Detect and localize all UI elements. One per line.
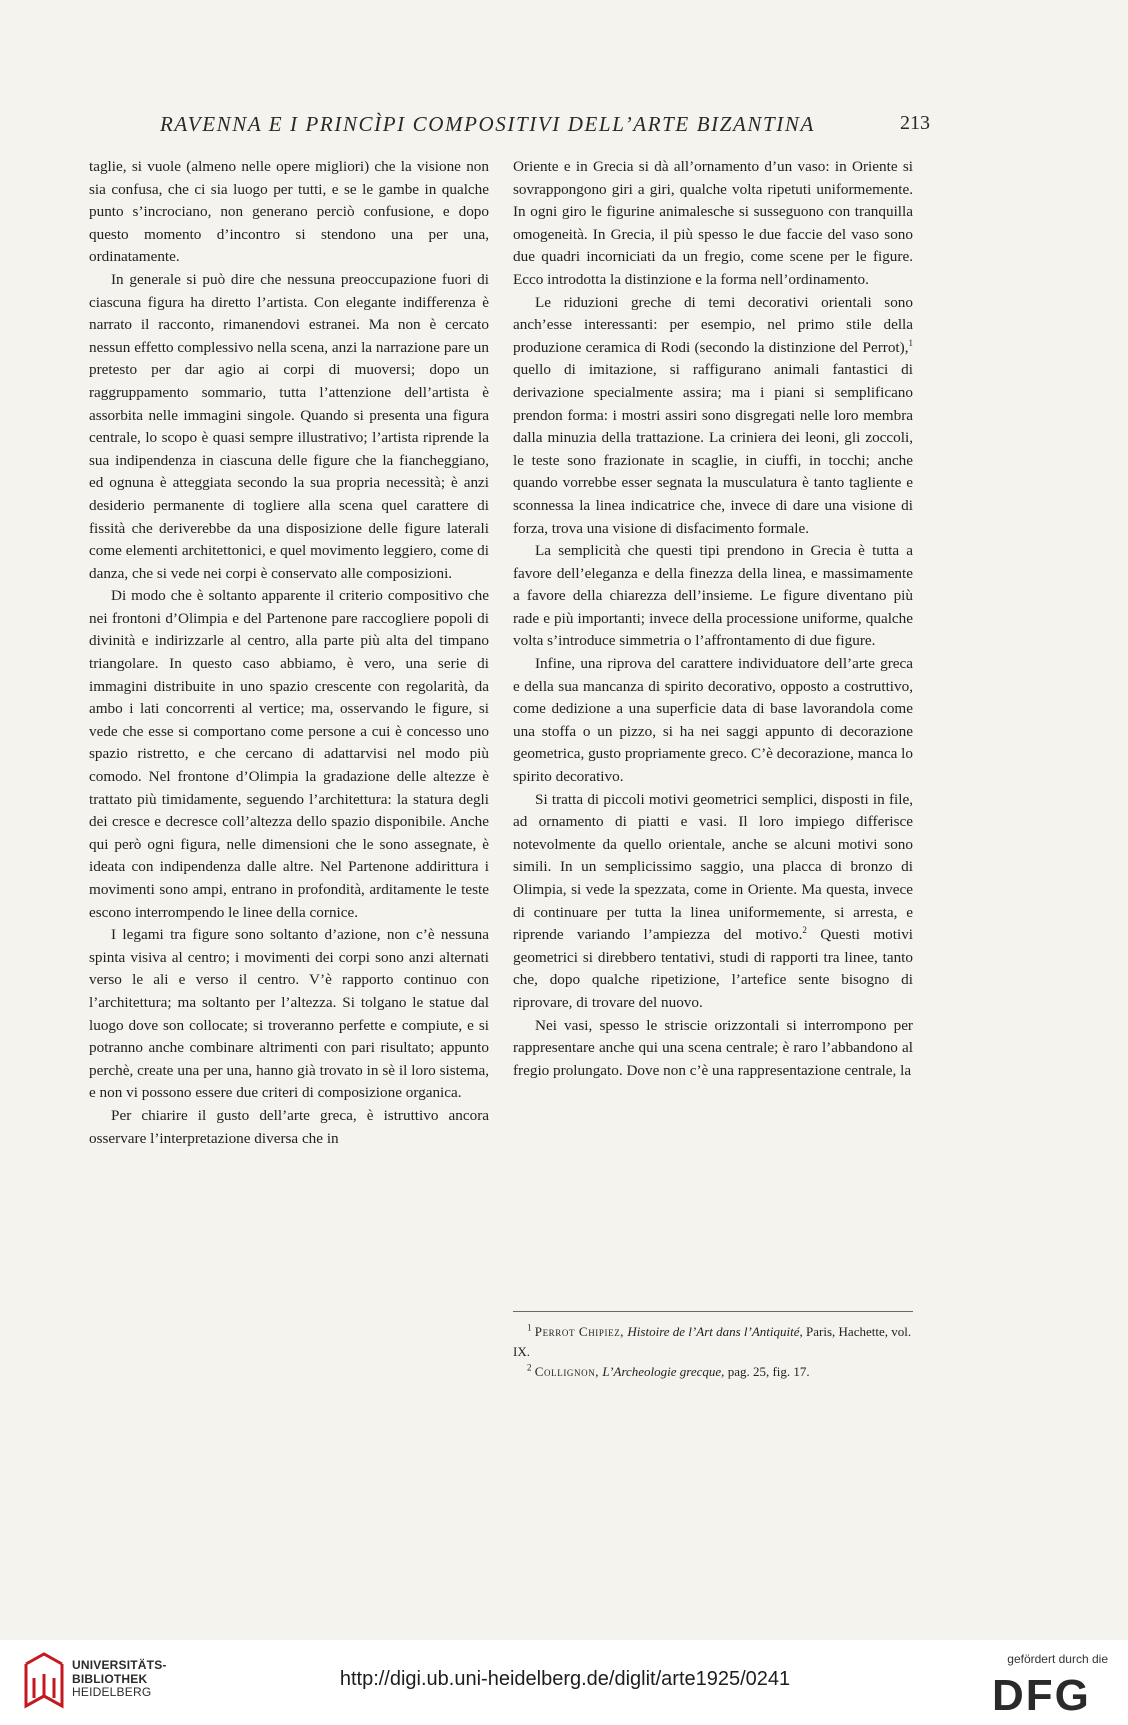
ub-heidelberg-logo-icon[interactable] <box>22 1652 66 1710</box>
footnote-number: 2 <box>527 1362 532 1373</box>
left-text-column <box>89 156 489 1150</box>
paragraph: In generale si può dire che nessuna preoccupazione fuori di ciascuna figura ha diretto l’artista. Con elegante indifferenza è narrato il racconto, rimanendovi estranei. Ma non è cercato nessun effetto complessivo nella scena, anzi la narrazione pare un pretesto per dar agio ai corpi di muoversi; dopo un raggruppamento sommario, tutta l’attenzione dell’artista è assorbita nelle immagini singole. Quando si presenta una figura centrale, lo scopo è quasi sempre illustrativo; l’artista riprende la sua indipendenza in ciascuna delle figure che la fiancheggiano, ed ognuna è atteggiata secondo la sua propria necessità; è anzi desiderio permanente di togliere alla scena quel carattere di fissità che deriverebbe da una disposizione delle figure laterali come elementi architettonici, e quel movimento leggiero, come di danza, che si vede nei corpi è conservato alle composizioni. <box>89 270 489 582</box>
footnote-divider <box>513 1311 913 1312</box>
paragraph: taglie, si vuole (almeno nelle opere migliori) che la visione non sia confusa, che ci sia luogo per tutti, e se le gambe in qualche punto s’incrociano, non generano perciò confusione, e dopo questo momento d’incontro si stendono una per una, ordinatamente. <box>89 158 489 266</box>
paragraph: Per chiarire il gusto dell’arte greca, è istruttivo ancora osservare l’interpretazione diversa che in <box>89 1106 489 1147</box>
dfg-logo-text: DFG <box>992 1674 1091 1714</box>
footnote-details: Paris, Hachette, vol. IX. <box>513 1324 912 1359</box>
footnote-2 <box>513 1362 913 1382</box>
paragraph: Infine, una riprova del carattere individuatore dell’arte greca e della sua mancanza di spirito decorativo, opposto a costruttivo, come dedizione a una superficie data di base lavorandola come una stoffa o un pizzo, si ha nei saggi appunto di decorazione geometrica, gusto propriamente greco. C’è decorazione, manca lo spirito decorativo. <box>513 655 913 786</box>
page-number: 213 <box>900 112 930 134</box>
paragraph-part: Le riduzioni greche di temi decorativi orientali sono anch’esse interessanti: per esempio, nel primo stile della produzione ceramica di Rodi (secondo la distinzione del Perrot), <box>513 293 913 356</box>
footnote-number: 1 <box>527 1322 532 1333</box>
footnote-title: L’Archeologie grecque, <box>602 1364 725 1379</box>
paragraph <box>513 789 913 1015</box>
footnote-author: Perrot Chipiez, <box>534 1324 625 1339</box>
footnote-author: Collignon, <box>534 1364 600 1379</box>
permalink-url[interactable]: http://digi.ub.uni-heidelberg.de/diglit/arte1925/0241 <box>339 1668 791 1690</box>
paragraph: I legami tra figure sono soltanto d’azione, non c’è nessuna spinta visiva al centro; i movimenti dei corpi sono anzi alternati verso le ali e verso il centro. V’è rapporto continuo con l’architettura; ma soltanto per l’altezza. Si tolgano le statue dal luogo dove son collocate; si troveranno perfette e compiute, e si potranno anche combinare altrimenti con pari risultato; appunto perchè, create una per una, hanno già trovato in sè il loro sistema, e non vi possono essere due criteri di composizione organica. <box>89 926 489 1102</box>
footnote-1 <box>513 1322 913 1362</box>
paragraph: La semplicità che questi tipi prendono in Grecia è tutta a favore dell’eleganza e della finezza della linea, e massimamente a favore della chiarezza dell’insieme. Le figure diventano più rade e più importanti; invece della processione uniforme, qualche volta s’introduce simmetria o l’affrontamento di due figure. <box>513 542 913 650</box>
paragraph: Nei vasi, spesso le striscie orizzontali si interrompono per rappresentare anche qui una scena centrale; è raro l’abbandono al fregio prolungato. Dove non c’è una rappresentazione centrale, la <box>513 1016 913 1079</box>
paragraph-part: Questi motivi geometrici si direbbero tentativi, studi di rapporti tra linee, tanto che, dopo qualche ripetizione, l’artefice sente bisogno di riprovare, di trovare del nuovo. <box>513 926 914 1011</box>
right-text-column <box>513 156 913 1082</box>
paragraph <box>513 292 913 541</box>
library-name <box>72 1659 167 1700</box>
paragraph-part: Si tratta di piccoli motivi geometrici semplici, disposti in file, ad ornamento di piatti e vasi. Il loro impiego differisce notevolmente da quello orientale, anche se alcuni motivi sono simili. In un semplicissimo saggio, una placca di bronzo di Olimpia, si vede la spezzata, come in Oriente. Ma questa, invece di continuare per tutta la linea uniformemente, si arresta, e riprende variando l’ampiezza del motivo. <box>513 790 913 944</box>
dfg-logo-icon[interactable] <box>990 1674 1108 1714</box>
footnote-mark-2[interactable]: 2 <box>802 925 807 936</box>
footnote-mark-1[interactable]: 1 <box>908 337 913 348</box>
footnote-details: pag. 25, fig. 17. <box>727 1364 810 1379</box>
library-name-line: BIBLIOTHEK <box>72 1671 148 1686</box>
footnotes <box>513 1322 913 1382</box>
footer-bar <box>0 1640 1128 1725</box>
running-title: RAVENNA E I PRINCÌPI COMPOSITIVI DELL’ARTE BIZANTINA <box>160 112 815 136</box>
paragraph: Di modo che è soltanto apparente il criterio compositivo che nei frontoni d’Olimpia e del Partenone pare raccogliere popoli di divinità e indirizzarle al centro, alla parte più alta del timpano triangolare. In questo caso abbiamo, è vero, una serie di immagini distribuite in uno spazio crescente con regolarità, da ambo i lati concorrenti al vertice; ma, osservando le figure, si vede che esse si comportano come persone a cui è concesso uno spazio ristretto, e che cercano di adattarvisi nel modo più comodo. Nel frontone d’Olimpia la gradazione delle altezze è trattato più timidamente, seguendo l’architettura: la statura degli dei cresce e decresce coll’altezza dello spazio disponibile. Anche qui però ogni figura, nelle dimensioni che le sono assegnate, è ideata con indipendenza dalle altre. Nel Partenone addirittura i movimenti sono ampi, entrano in profondità, arditamente le teste escono interrompendo le linee della cornice. <box>89 587 489 921</box>
paragraph: Oriente e in Grecia si dà all’ornamento d’un vaso: in Oriente si sovrappongono giri a giri, qualche volta ripetuti uniformemente. In ogni giro le figurine animalesche si susseguono con tranquilla omogeneità. In Grecia, il più spesso le due faccie del vaso sono due quadri incorniciati da un fregio, come scene per le figure. Ecco introdotta la distinzione e la forma nell’ordinamento. <box>513 158 913 288</box>
library-name-line: UNIVERSITÄTS- <box>72 1658 167 1672</box>
paragraph-part: quello di imitazione, si raffigurano animali fantastici di derivazione specialmente assira; ma i piani si semplificano prendon forma: i mostri assiri sono disgregati nelle loro membra dalla minuzia della trattazione. La criniera dei leoni, gli zoccoli, le teste sono frazionate in scaglie, in ciuffi, in tocchi; anche quando vorrebbe esser segnata la musculatura è tanto tagliente e sconnessa la linea indicatrice che, invece di dare una visione di forza, trova una visione di disfacimento formale. <box>513 361 913 537</box>
library-name-line: HEIDELBERG <box>72 1685 152 1699</box>
footnote-title: Histoire de l’Art dans l’Antiquité, <box>627 1324 803 1339</box>
running-head <box>90 112 930 142</box>
funded-by-label: gefördert durch die <box>1007 1652 1108 1666</box>
